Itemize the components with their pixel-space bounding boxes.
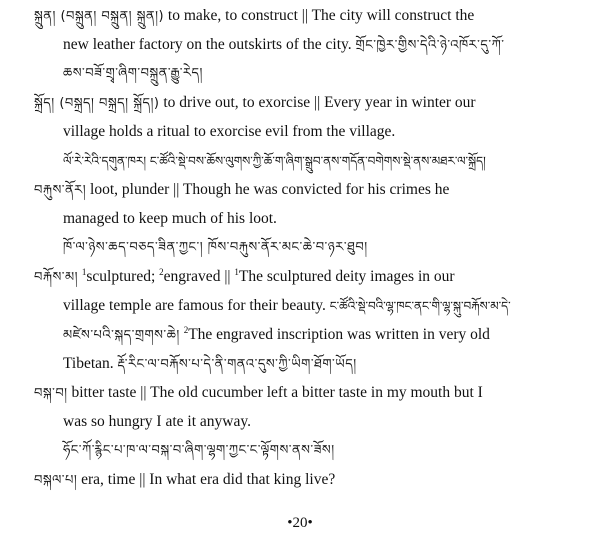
entry-5-headword: བསྐ་བ། — [34, 386, 68, 401]
entry-6-definition: era, time || In what era did that king live? — [77, 471, 336, 488]
entry-1-headword: སྐྲུན། (བསྐྲུན། བསྐྲུན། སྐྲུན།) — [34, 9, 165, 24]
page-number: •20• — [287, 515, 313, 531]
entry-5-example-en: was so hungry I ate it anyway. — [63, 413, 251, 430]
entry-4-line-4 — [63, 354, 357, 375]
entry-5-definition: bitter taste || The old cucumber left a bitter taste in my mouth but I — [67, 384, 483, 401]
entry-3-example-en: managed to keep much of his loot. — [63, 210, 277, 227]
entry-1-example-en: new leather factory on the outskirts of the city. — [63, 36, 356, 53]
entry-4-headword: བརྐོས་མ། — [34, 270, 79, 285]
entry-3-example-tib: ཁོ་ལ་ཉེས་ཆད་བཅད་ཟིན་ཀྱང་། ཁོས་བརྐུས་ནོར་མང་ཆེ་བ་ཉར་ཐུབ། — [63, 240, 368, 255]
entry-2-definition: to drive out, to exorcise || Every year in winter our — [159, 94, 476, 111]
entry-4-example-1-en: The sculptured deity images in our — [238, 268, 455, 285]
entry-4-sense-2: engraved || — [163, 268, 235, 285]
entry-3-headword: བརྐུས་ནོར། — [34, 183, 87, 198]
entry-4-line-3 — [63, 325, 490, 346]
entry-2-example-en: village holds a ritual to exorcise evil from the village. — [63, 123, 396, 140]
entry-4-line-1 — [34, 267, 455, 288]
entry-5-example-tib: ཧོང་ཀོ་རྙིང་པ་ཁ་ལ་བསྐ་བ་ཞིག་ལྷག་ཀྱང་ང་ལྟོགས་ནས་ཟོས། — [63, 443, 335, 458]
sense-number: 2 — [183, 324, 189, 335]
entry-5-line-1 — [34, 383, 483, 404]
entry-4-example-1-tib: མཛེས་པའི་སྐད་གྲགས་ཆེ། — [63, 328, 180, 343]
entry-4-example-2-tib: རྡོ་རིང་ལ་བརྐོས་པ་དེ་ནི་གནའ་དུས་ཀྱི་ཡིག་ཐོག་ཡོད། — [117, 357, 357, 372]
entry-2-headword: སྐྲོད། (བསྐྲད། བསྐྲད། སྐྲོད།) — [34, 96, 160, 111]
entry-1-line-1 — [34, 6, 474, 27]
entry-4-example-2-en-cont: Tibetan. — [63, 355, 118, 372]
entry-2-line-1 — [34, 93, 476, 114]
sense-number: 1 — [234, 266, 239, 277]
entry-4-example-1-tib-inline: ང་ཚོའི་སྡེ་བའི་ལྷ་ཁང་ནང་གི་ལྷ་སྐུ་བརྐོས་མ་དེ་ — [329, 299, 511, 313]
entry-1-line-2 — [63, 35, 505, 56]
entry-6-line-1 — [34, 470, 335, 491]
entry-4-example-1-en-cont: village temple are famous for their beauty. — [63, 297, 330, 314]
sense-number: 1 — [81, 266, 87, 277]
entry-6-headword: བསྐལ་པ། — [34, 473, 78, 488]
entry-1-example-tib: ཆས་བཟོ་གྲྭ་ཞིག་བསྐྲུན་རྒྱུ་རེད། — [63, 66, 203, 81]
entry-3-definition: loot, plunder || Though he was convicted for his crimes he — [86, 181, 450, 198]
entry-1-example-tib-inline: གྲོང་ཁྱེར་གྱིས་དེའི་ཉེ་འཁོར་དུ་ཀོ་ — [355, 38, 505, 53]
entry-4-sense-1: sculptured; — [86, 268, 160, 285]
entry-4-example-2-en: The engraved inscription was written in very old — [188, 326, 490, 343]
entry-3-line-1 — [34, 180, 449, 201]
entry-2-example-tib: ལོ་རེ་རེའི་དགུན་ཁར། ང་ཚོའི་སྡེ་བས་ཆོས་ལུགས་ཀྱི་ཆོ་ག་ཞིག་སྒྲུབ་ནས་གདོན་བགེགས་སྡེ་ནས་མཐར་ལ་སྐྲོད། — [63, 154, 486, 168]
sense-number: 2 — [159, 266, 164, 277]
entry-4-line-2 — [63, 296, 511, 316]
entry-1-definition: to make, to construct || The city will construct the — [164, 7, 475, 24]
